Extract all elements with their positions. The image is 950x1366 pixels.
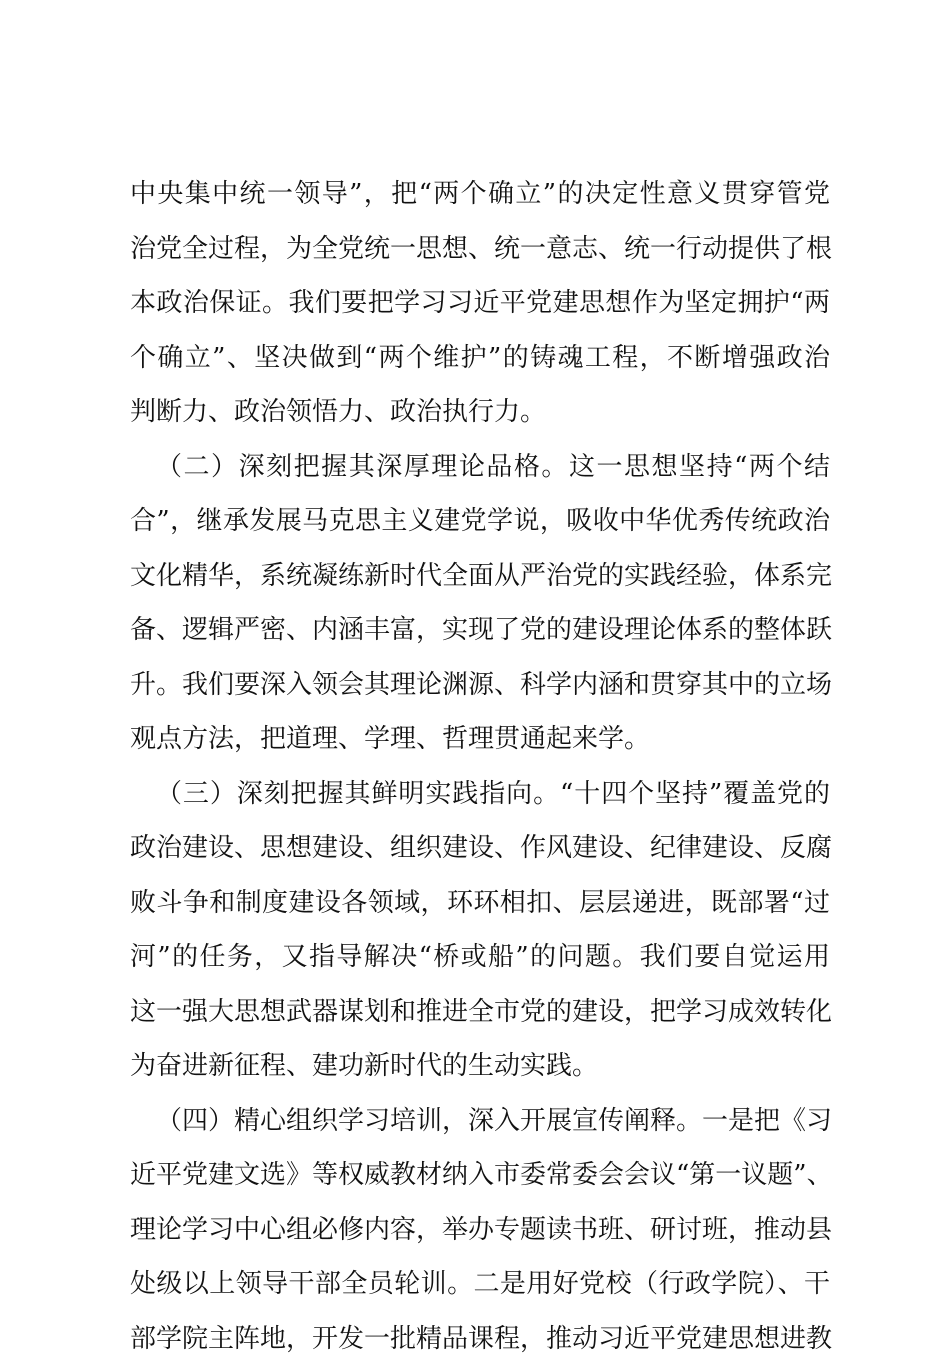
text-line: 观点方法，把道理、学理、哲理贯通起来学。: [130, 712, 830, 767]
text-line: 备、逻辑严密、内涵丰富，实现了党的建设理论体系的整体跃: [130, 603, 830, 658]
paragraph-section-3: [130, 767, 830, 1094]
text-line: 败斗争和制度建设各领域，环环相扣、层层递进，既部署“过: [130, 876, 830, 931]
text-line: 理论学习中心组必修内容，举办专题读书班、研讨班，推动县: [130, 1203, 830, 1258]
text-line: 这一强大思想武器谋划和推进全市党的建设，把学习成效转化: [130, 985, 830, 1040]
text-line: 判断力、政治领悟力、政治执行力。: [130, 385, 830, 440]
text-line-heading: （三）深刻把握其鲜明实践指向。“十四个坚持”覆盖党的: [130, 767, 830, 822]
text-line: 政治建设、思想建设、组织建设、作风建设、纪律建设、反腐: [130, 821, 830, 876]
text-line: 合”，继承发展马克思主义建党学说，吸收中华优秀传统政治: [130, 494, 830, 549]
text-line: 为奋进新征程、建功新时代的生动实践。: [130, 1039, 830, 1094]
paragraph-section-4: [130, 1094, 830, 1366]
text-line: 治党全过程，为全党统一思想、统一意志、统一行动提供了根: [130, 222, 830, 277]
text-line: 升。我们要深入领会其理论渊源、科学内涵和贯穿其中的立场: [130, 658, 830, 713]
text-line-heading: （四）精心组织学习培训，深入开展宣传阐释。一是把《习: [130, 1094, 830, 1149]
paragraph-section-2: [130, 440, 830, 767]
text-line: 中央集中统一领导”，把“两个确立”的决定性意义贯穿管党: [130, 167, 830, 222]
text-line: 近平党建文选》等权威教材纳入市委常委会会议“第一议题”、: [130, 1148, 830, 1203]
text-line: 本政治保证。我们要把学习习近平党建思想作为坚定拥护“两: [130, 276, 830, 331]
text-line: 个确立”、坚决做到“两个维护”的铸魂工程，不断增强政治: [130, 331, 830, 386]
document-body: [130, 167, 830, 1366]
text-line: 文化精华，系统凝练新时代全面从严治党的实践经验，体系完: [130, 549, 830, 604]
text-line: 部学院主阵地，开发一批精品课程，推动习近平党建思想进教: [130, 1312, 830, 1366]
text-line-heading: （二）深刻把握其深厚理论品格。这一思想坚持“两个结: [130, 440, 830, 495]
paragraph-continuation: [130, 167, 830, 440]
text-line: 处级以上领导干部全员轮训。二是用好党校（行政学院）、干: [130, 1257, 830, 1312]
text-line: 河”的任务，又指导解决“桥或船”的问题。我们要自觉运用: [130, 930, 830, 985]
